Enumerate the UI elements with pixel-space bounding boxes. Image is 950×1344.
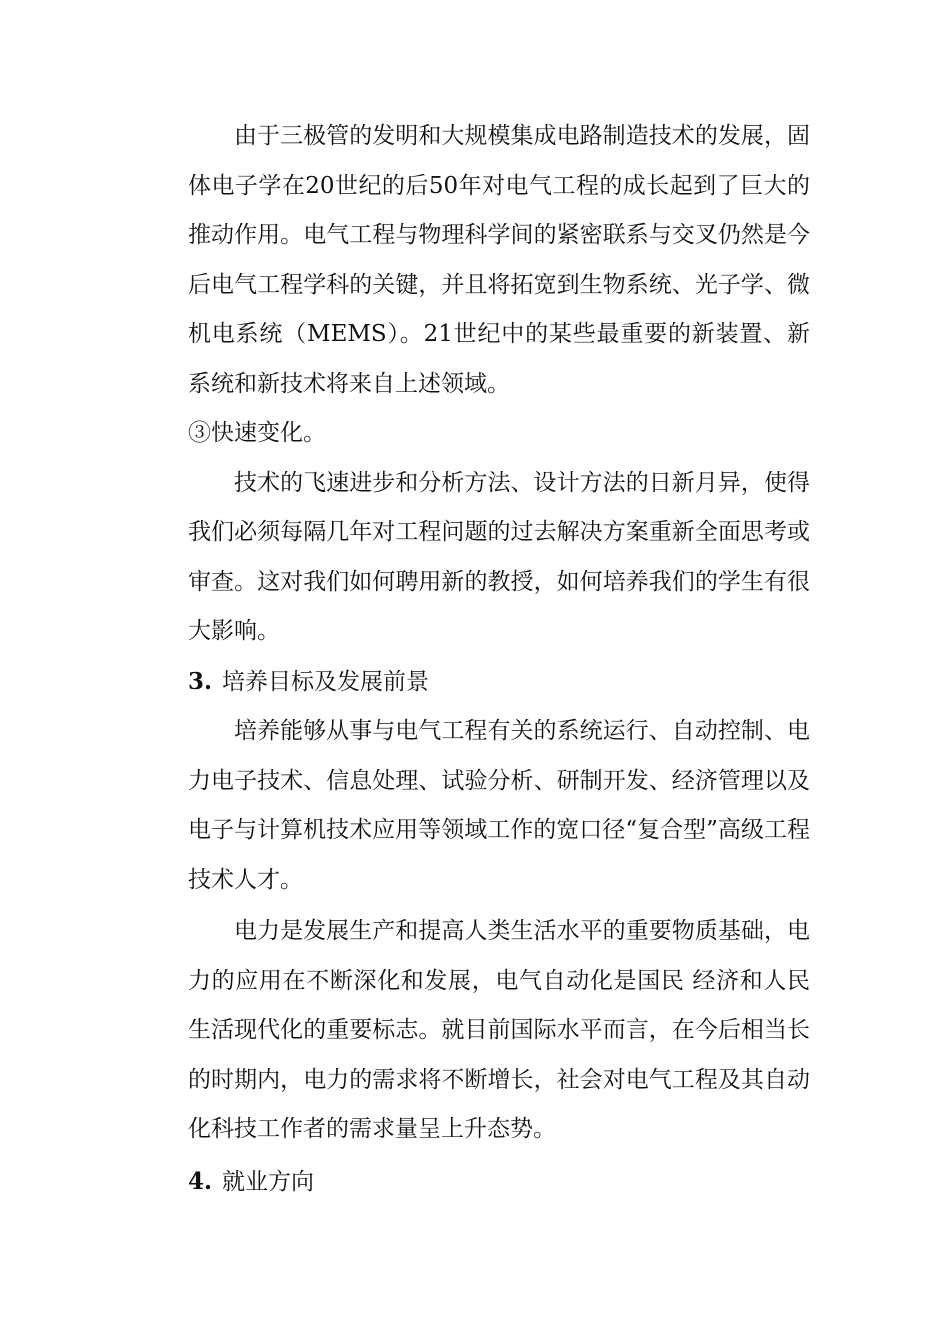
paragraph-technology-progress: 技术的飞速进步和分析方法、设计方法的日新月异，使得我们必须每隔几年对工程问题的过去解决方案重新全面思考或审查。这对我们如何聘用新的教授，如何培养我们的学生有很大影响。 — [188, 469, 810, 644]
section-heading-employment — [188, 1157, 810, 1208]
section-title: 就业方向 — [222, 1168, 315, 1195]
section-number: 4. — [188, 1167, 213, 1195]
section-number: 3. — [188, 667, 213, 695]
section-heading-training-goals — [188, 657, 810, 708]
document-page — [188, 112, 810, 1207]
paragraph-solid-state-electronics: 由于三极管的发明和大规模集成电路制造技术的发展，固体电子学在20世纪的后50年对电气工程的成长起到了巨大的推动作用。电气工程与物理科学间的紧密联系与交叉仍然是今后电气工程学科的关键，并且将拓宽到生物系统、光子学、微机电系统（MEMS）。21世纪中的某些最重要的新装置、新系统和新技术将来自上述领域。 — [188, 123, 810, 397]
section-title: 培养目标及发展前景 — [222, 668, 430, 695]
list-item-rapid-change: ③快速变化。 — [188, 420, 326, 446]
paragraph-electric-power-prospects: 电力是发展生产和提高人类生活水平的重要物质基础，电力的应用在不断深化和发展，电气自动化是国民 经济和人民生活现代化的重要标志。就目前国际水平而言，在今后相当长的时期内，电力的需求将不断增长，社会对电气工程及其自动化科技工作者的需求量呈上升态势。 — [188, 918, 810, 1142]
paragraph-training-goals: 培养能够从事与电气工程有关的系统运行、自动控制、电力电子技术、信息处理、试验分析、研制开发、经济管理以及电子与计算机技术应用等领域工作的宽口径“复合型”高级工程技术人才。 — [188, 718, 810, 893]
